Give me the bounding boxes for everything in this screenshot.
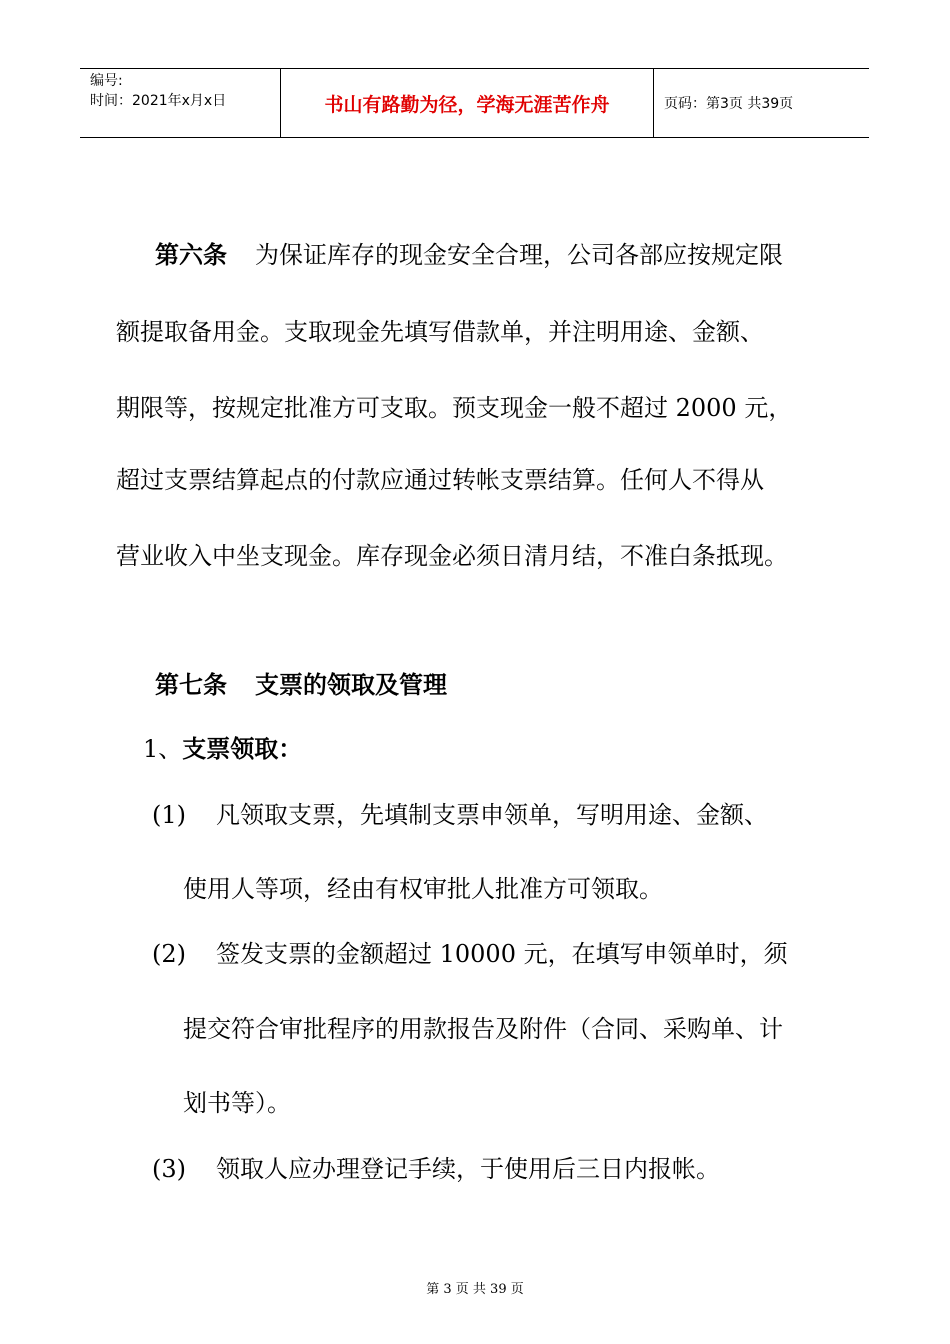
article6-line-5: 营业收入中坐支现金。库存现金必须日清月结，不准白条抵现。 — [116, 542, 788, 570]
article6-title: 第六条 — [155, 240, 227, 269]
item-1-number: (1) — [152, 801, 186, 829]
item-1-line-1: 凡领取支票，先填制支票申领单，写明用途、金额、 — [216, 801, 768, 829]
article7-title: 第七条 — [155, 670, 227, 699]
article6-line-3: 期限等，按规定批准方可支取。预支现金一般不超过 2000 元， — [116, 394, 793, 422]
article6-first-line — [155, 241, 783, 269]
item-2-line-2: 提交符合审批程序的用款报告及附件（合同、采购单、计 — [183, 1015, 783, 1043]
article7-heading-line — [155, 671, 447, 699]
page-header — [80, 68, 869, 138]
item-1-line-2: 使用人等项，经由有权审批人批准方可领取。 — [183, 875, 663, 903]
article6-line-4: 超过支票结算起点的付款应通过转帐支票结算。任何人不得从 — [116, 466, 764, 494]
item-3-number: (3) — [152, 1155, 186, 1183]
sub-heading-number: 1、 — [143, 735, 183, 763]
code-label: 编号: — [90, 73, 123, 89]
article7-heading: 支票的领取及管理 — [255, 670, 447, 699]
sub-heading: 支票领取： — [182, 734, 303, 763]
sub-heading-line — [143, 735, 302, 763]
item-3-line-1: 领取人应办理登记手续，于使用后三日内报帐。 — [216, 1155, 720, 1183]
header-meta — [80, 69, 281, 137]
item-2-line-1: 签发支票的金额超过 10000 元，在填写申领单时，须 — [216, 940, 788, 968]
header-motto: 书山有路勤为径，学海无涯苦作舟 — [281, 69, 654, 137]
page-footer: 第 3 页 共 39 页 — [426, 1282, 524, 1297]
header-page-info: 页码：第3页 共39页 — [664, 96, 794, 112]
time-label: 时间：2021年x月x日 — [90, 93, 227, 109]
item-2-number: (2) — [152, 940, 186, 968]
article6-line-1: 为保证库存的现金安全合理，公司各部应按规定限 — [255, 241, 783, 269]
item-2-line-3: 划书等）。 — [183, 1089, 291, 1117]
article6-line-2: 额提取备用金。支取现金先填写借款单，并注明用途、金额、 — [116, 318, 764, 346]
